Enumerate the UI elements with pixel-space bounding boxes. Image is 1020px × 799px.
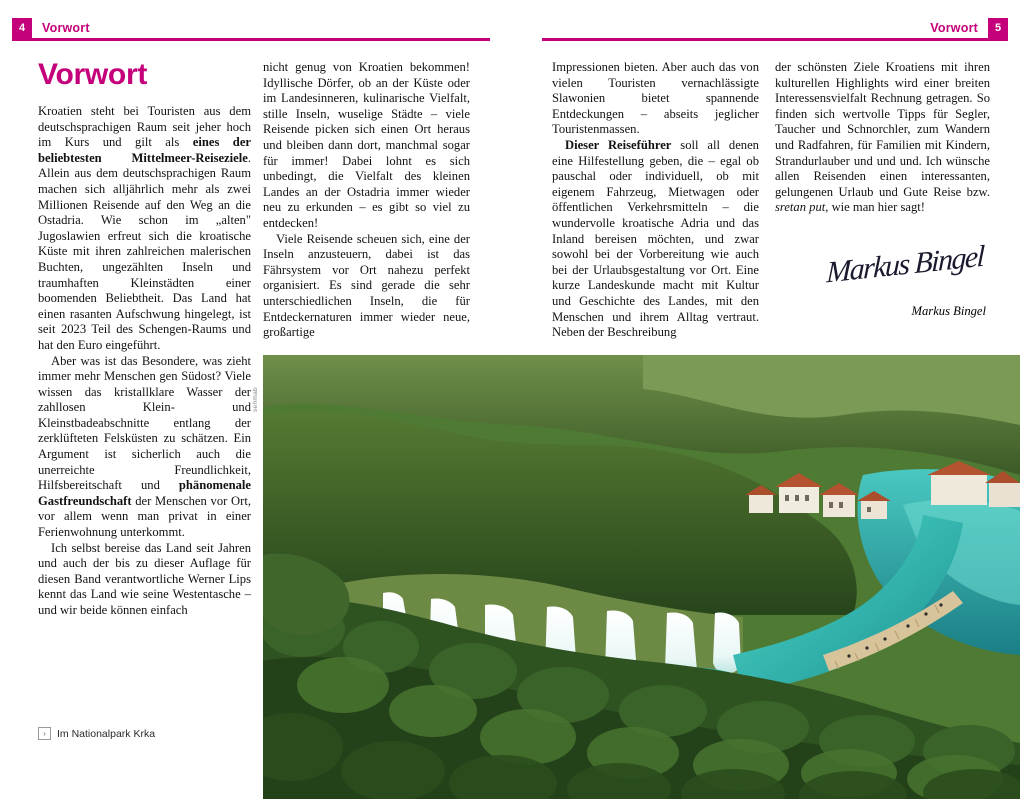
page-title: Vorwort xyxy=(38,58,148,91)
paragraph: Impressionen bieten. Aber auch das von vielen Touristen vernachlässigte Slawonien bietet spannende Entdeckungen – abseits jeglicher Touristenmassen. xyxy=(552,60,759,137)
photo-caption xyxy=(38,727,155,740)
column-2-body xyxy=(263,60,470,341)
paragraph: Dieser Reiseführer soll all denen eine Hilfestellung geben, die – egal ob pauschal oder individuell, ob mit eigenem Fahrzeug, Mietwagen oder öffentlichen Verkehrsmitteln – die wundervolle kroatische Adria und das Inland bereisen möchten, und zwar sowohl bei der Vorbereitung wie auch bei der Urlaubsgestaltung vor Ort. Eine kurze Landeskunde macht mit Kultur und Geschichte des Landes, mit den Menschen und ihrem Alltag vertraut. Neben der Beschreibung xyxy=(552,137,759,340)
paragraph: Aber was ist das Besondere, was zieht immer mehr Menschen gen Südost? Viele wissen das kristallklare Wasser der zahllosen Klein- und Kleinstbadeabschnitte entlang der zerklüfteten Felsküsten zu schätzen. Ein Argument ist sicherlich auch die unerreichte Freundlichkeit, Hilfsbereitschaft und phänomenale Gastfreundschaft der Menschen vor Ort, vor allem wenn man privat in einer Ferienwohnung unterkommt. xyxy=(38,353,251,540)
running-head-right xyxy=(542,18,1008,38)
photo-caption-text: Im Nationalpark Krka xyxy=(57,727,156,740)
column-1-body xyxy=(38,104,251,619)
photo-credit: sehmab xyxy=(252,387,259,412)
handwritten-signature: Markus Bingel xyxy=(825,239,985,290)
text-column-1 xyxy=(38,60,251,619)
paragraph: Ich selbst bereise das Land seit Jahren und auch der bis zu dieser Auflage für diesen Band verantwortliche Werner Lips kennt das Land wie seine Westentasche – und wir beide können einfach xyxy=(38,540,251,617)
paragraph: der schönsten Ziele Kroatiens mit ihren kulturellen Highlights wird einer breiten Interessensvielfalt Rechnung getragen. So finden sich wertvolle Tipps für Segler, Taucher und Schnorchler, zum Wandern und Radfahren, für Familien mit Kindern, Strandurlauber und und und. Ich wünsche allen Reisenden einen interessanten, gelungenen Urlaub und Gute Reise bzw. sretan put, wie man hier sagt! xyxy=(775,60,990,215)
running-head-right-title: Vorwort xyxy=(930,21,978,35)
header-rule-right xyxy=(542,38,1008,41)
running-head-left xyxy=(12,18,490,38)
caption-marker-icon: › xyxy=(38,727,51,740)
running-head-left-title: Vorwort xyxy=(42,21,90,35)
paragraph: nicht genug von Kroatien bekommen! Idyllische Dörfer, ob an der Küste oder im Landesinneren, kulinarische Vielfalt, stille Inseln, wuselige Städte – viele Reisende picken sich einen Ort heraus und bleiben dann dort, manchmal sogar für immer! Dabei lohnt es sich unbedingt, die Vielfalt des kleinen Landes an der Ostadria immer wieder neu zu erkunden – es gibt so viel zu entdecken! xyxy=(263,60,470,230)
author-name: Markus Bingel xyxy=(911,304,986,318)
text-column-2 xyxy=(263,60,470,341)
paragraph: Kroatien steht bei Touristen aus dem deutschsprachigen Raum seit jeher hoch im Kurs und gilt als eines der beliebtesten Mittelmeer-Reiseziele. Allein aus dem deutschsprachigen Raum machen sich alljährlich mehr als zwei Millionen Reisende auf den Weg an die Ostadria. Wie schon im „alten" Jugoslawien erfreut sich die kroatische Küste mit ihren zahlreichen malerischen Buchten, ungezählten Inseln und traumhaften Kleinstädten einer boomenden Beliebtheit. Das Land hat einen rasanten Aufschwung hingelegt, ist seit 2023 Teil des Schengen-Raums und hat den Euro eingeführt. xyxy=(38,104,251,352)
folio-left: 4 xyxy=(12,18,32,38)
paragraph: Viele Reisende scheuen sich, eine der Inseln anzusteuern, dabei ist das Fährsystem vor Ort nahezu perfekt organisiert. Es sind gerade die sehr unterschiedlichen Inseln, die für Entdeckernaturen immer wieder neue, großartige xyxy=(263,231,470,340)
folio-right: 5 xyxy=(988,18,1008,38)
column-3-body xyxy=(552,60,759,341)
header-rule-left xyxy=(12,38,490,41)
column-4-body xyxy=(775,60,990,216)
text-column-3 xyxy=(552,60,759,341)
signature-block xyxy=(775,239,990,319)
photo-krka-national-park xyxy=(263,355,1020,799)
text-column-4 xyxy=(775,60,990,216)
